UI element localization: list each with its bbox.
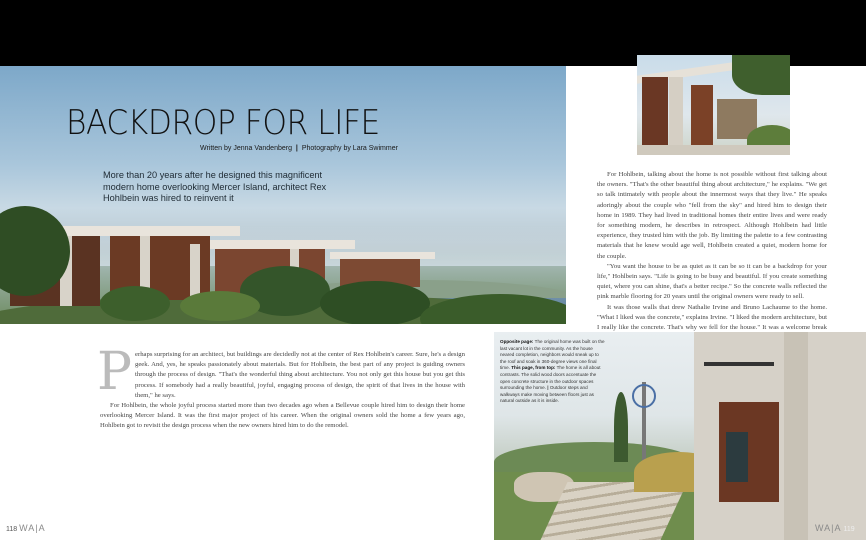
shrub-1 <box>100 286 170 321</box>
railing <box>704 362 774 366</box>
body-text-left <box>97 342 465 432</box>
folio-right <box>815 523 855 533</box>
paragraph: "You want the house to be as quiet as it can be so it can be a backdrop for your life," Hohlbein says. "Life is going to be busy and beautiful. If you create something quiet, where you can shine, that's a better recipe." So the concrete walls reflected the pink marble flooring for 20 years until the original owners were ready to sell. <box>597 262 827 301</box>
body-text-right <box>597 170 827 354</box>
byline-separator: | <box>293 145 300 152</box>
paving <box>637 145 790 155</box>
paragraph: erhaps surprising for an architect, but buildings are decidedly not at the center of Rex Hohlbein's career. Sure, he's a design geek. And, yes, he speaks passionately about materials. But for Hohlbein, the best part of any project is guiding owners through the process of design. "That's the wonderful thing about architecture. You not only get this house but you get this process. If somebody had a really beautiful, joyful, engaging process of design, the spirit of that lives in the house with them," he says. <box>135 351 465 399</box>
wood-door-left <box>642 77 668 149</box>
page-number-right: 119 <box>843 526 855 533</box>
house-roof-main <box>50 226 240 236</box>
byline-photographer: Photography by Lara Swimmer <box>301 145 398 152</box>
caption-text-2: The home is all about contrasts. The solid wood doors accentuate the open concrete structure in the outdoor spaces surrounding the home. <box>500 365 601 391</box>
byline-writer: Written by Jenna Vandenberg <box>200 145 292 152</box>
photo-caption <box>500 339 606 405</box>
article-title: BACKDROP FOR LIFE <box>66 103 380 143</box>
photo-garden-steps <box>494 332 866 540</box>
photo-entry-doors <box>637 55 790 155</box>
magazine-logo-right: WA|A <box>815 523 842 533</box>
folio-left <box>6 523 46 533</box>
byline <box>200 145 398 152</box>
paragraph: It was those walls that drew Nathalie Irvine and Bruno Lachaume to the home. "What I liked was the concrete," explains Irvine. "I liked the modern architecture, but I really like the concrete. That's why we fell for the house." It was a welcome break <box>597 303 827 332</box>
caption-separator: | <box>547 385 549 391</box>
caption-text-1: The original home was built on the last vacant lot in the community. As the house neared completion, neighbors would sneak up to the roof and soak in 360-degree views one final time. <box>500 339 605 371</box>
window <box>726 432 748 482</box>
paragraph: For Hohlbein, the whole joyful process started more than two decades ago when a Bellevue couple hired him to design their home overlooking Mercer Island. It was the first major project of his career. When the original owners sold the home a few years ago, Hohlbein got to revisit the design process when the new owners hired him to do the remodel. <box>100 402 465 430</box>
house-roof-far <box>330 252 435 259</box>
house-column-3 <box>190 244 200 300</box>
caption-text-3: Outdoor steps and walkways make moving between floors just as natural outside as it is inside. <box>500 385 594 404</box>
overhanging-tree <box>732 55 790 95</box>
drop-cap: P <box>97 342 132 402</box>
evergreen-tree <box>614 392 628 462</box>
caption-lead-2: This page, from top: <box>511 365 556 371</box>
shrub-5 <box>180 291 260 321</box>
concrete-pier <box>669 77 683 155</box>
magazine-logo-left: WA|A <box>19 523 46 533</box>
wood-door-right <box>691 85 713 147</box>
caption-lead: Opposite page: <box>500 339 534 344</box>
article-dek: More than 20 years after he designed this magnificent modern home overlooking Mercer Island, architect Rex Hohlbein was hired to reinvent it <box>103 170 327 203</box>
page-number-left: 118 <box>6 526 18 533</box>
paragraph: For Hohlbein, talking about the home is not possible without first talking about the owners. "That's the other beautiful thing about architecture," he explains. "We get so talk intimately with people about the innermost ways that they live." He speaks adoringly about the couple who "fell from the sky" and hired him to design their home in 1989. They had lived in traditional homes their entire lives and were ready for something modern, he describes in retrospect. Although Hohlbein had little experience, they trusted him with the job. By limiting the palette to a few contrasting materials that he knew would age well, Hohlbein created a quiet, modern home for the couple. <box>597 171 827 260</box>
kinetic-sculpture <box>632 384 656 408</box>
concrete-column <box>784 332 808 540</box>
shrub-3 <box>320 281 430 324</box>
